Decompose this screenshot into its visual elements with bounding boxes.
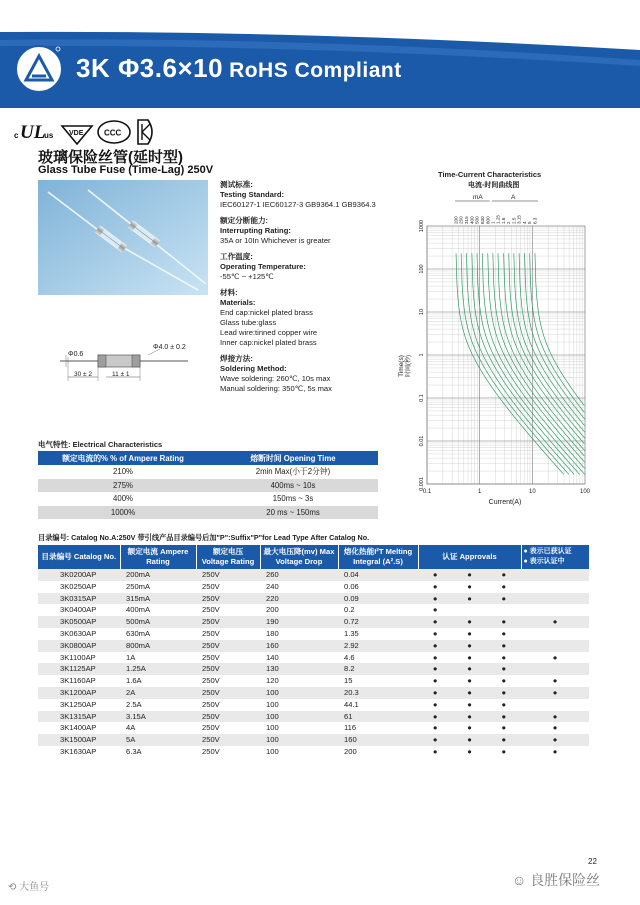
approval-kc-cell: ● [552,723,558,733]
title-main: 3K Φ3.6×10 [76,53,224,83]
melting-cell: 2.92 [338,640,418,652]
approval-vde-cell: ● [452,569,486,581]
electrical-label: 电气特性: Electrical Characteristics [38,440,163,449]
voltage-cell: 250V [202,699,220,709]
approval-kc-cell [521,604,589,616]
certification-logos [14,116,194,146]
header-legend [521,545,589,569]
melting-cell: 44.1 [344,699,359,709]
chart-xlabel: Current(A) [488,499,522,506]
electrical-header-rating: 额定电流的% % of Ampere Rating [38,451,208,465]
y-tick-label: 0.01 [419,435,425,447]
approval-vde-cell: ● [467,676,472,686]
approval-ccc-cell: ● [487,711,521,723]
voltage-cell: 250V [196,640,260,652]
melting-cell: 0.04 [338,569,418,581]
spec-interrupting-cn: 额定分断能力: [220,216,269,225]
ul-mark-icon [14,122,54,143]
melting-cell: 8.2 [338,663,418,675]
electrical-row [38,465,378,479]
chart-title: Time-Current Characteristics [438,170,542,179]
spec-temperature-en: Operating Temperature: [220,262,306,271]
approval-kc-cell: ● [521,687,589,699]
ampere-cell: 1A [126,652,136,662]
approval-ccc-cell: ● [487,640,521,652]
series-label: 3.15 [516,215,522,224]
dim-body-length: 11 ± 1 [112,371,130,378]
voltage-cell: 250V [196,663,260,675]
ampere-cell: 2A [120,687,196,699]
spec-material-en: Materials: [220,298,256,307]
electrical-rating-cell: 210% [113,467,133,477]
voltage-cell: 250V [202,723,220,733]
page-title [76,53,402,84]
approval-ul-cell: ● [418,663,452,675]
vde-mark-icon [62,126,92,144]
header-melting [338,545,418,569]
voltage-cell: 250V [202,581,220,591]
chart-grid [427,226,585,484]
series-label: 400 [469,216,475,224]
drop-cell: 100 [260,711,338,723]
watermark-left-text: 大鱼号 [19,882,50,893]
voltage-cell: 250V [196,616,260,628]
catalog-cell: 3K1100AP [60,652,96,662]
approval-vde-cell: ● [452,640,486,652]
voltage-cell: 250V [202,676,220,686]
y-tick-label: 10 [419,308,425,316]
page-number: 22 [588,857,597,866]
electrical-time-cell: 150ms ~ 3s [272,494,314,504]
melting-cell: 160 [338,734,418,746]
svg-text:VDE: VDE [69,130,84,137]
catalog-cell: 3K1630AP [60,746,97,756]
electrical-header-time: 熔断时间 Opening Time [208,451,378,465]
watermark-right [512,870,600,890]
approval-kc-cell: ● [521,734,589,746]
melting-cell: 15 [344,676,353,686]
melting-cell: 4.6 [344,652,355,662]
approval-ul-cell: ● [418,640,452,652]
approval-kc-cell: ● [552,652,558,662]
svg-text:CCC: CCC [104,128,122,138]
catalog-label: 目录编号: Catalog No.A:250V 带引线产品目录编号后加"P":Suffix"P"for Lead Type After Catalog No. [38,533,370,542]
ampere-cell: 1.25A [120,663,196,675]
drop-cell: 120 [266,676,279,686]
approval-ul-cell: ● [418,687,452,699]
ampere-cell: 1.6A [126,676,142,686]
product-photo [38,180,208,295]
spec-interrupting-value: 35A or 10In Whichever is greater [220,236,331,245]
drop-cell: 100 [260,687,338,699]
spec-interrupting-en: Interrupting Rating: [220,226,291,235]
approval-ccc-cell [487,604,521,616]
catalog-cell: 3K0250AP [60,581,97,591]
drop-cell: 190 [260,616,338,628]
table-row [38,640,589,652]
svg-text:UL: UL [20,122,46,143]
spec-material-cn: 材料: [220,288,238,297]
product-title-en: Glass Tube Fuse (Time-Lag) 250V [38,164,214,176]
header-catalog [38,545,120,569]
ampere-cell: 200mA [120,569,196,581]
ampere-cell: 800mA [120,640,196,652]
approval-ccc-cell: ● [487,734,521,746]
approval-vde-cell: ● [452,711,486,723]
spec-temperature-value: -55℃ ~ +125℃ [220,272,274,281]
header-ampere-text: 额定电流 Ampere Rating [127,547,189,566]
approval-kc-cell [521,593,589,605]
drop-cell: 100 [266,746,279,756]
approval-vde-cell: ● [452,687,486,699]
y-tick-label: 0.001 [419,477,425,491]
catalog-cell: 3K0400AP [60,605,97,615]
drop-cell: 100 [266,723,279,733]
y-tick-label: 1000 [419,219,425,233]
x-tick-label: 1 [477,489,482,495]
approval-ul-cell: ● [418,616,452,628]
catalog-cell: 3K0200AP [38,569,120,581]
approval-vde-cell: ● [452,616,486,628]
spec-solder-cn: 焊接方法: [220,354,253,363]
table-row [38,628,589,640]
catalog-cell: 3K1125AP [38,663,120,675]
header-drop [260,545,338,569]
ampere-cell: 400mA [126,605,151,615]
approval-kc-cell: ● [521,711,589,723]
series-label: 2 [506,221,512,224]
table-row [38,687,589,699]
series-label: 315 [463,216,469,224]
header-voltage [196,545,260,569]
catalog-cell: 3K0315AP [38,593,120,605]
chart-ylabel: Time(s) [398,355,405,377]
drop-cell: 140 [266,652,279,662]
series-label: 1.25 [495,215,501,224]
ampere-cell: 4A [126,723,136,733]
ampere-cell: 315mA [120,593,196,605]
wechat-icon: ☺ [512,872,527,888]
melting-cell: 61 [338,711,418,723]
spec-material-1: End cap:nickel plated brass [220,308,313,317]
approval-ul-cell: ● [432,605,438,615]
approval-ccc-cell: ● [501,746,507,756]
approval-ul-cell: ● [432,676,438,686]
ampere-cell: 630mA [126,628,151,638]
melting-cell: 116 [344,723,357,733]
spec-temperature-cn: 工作温度: [220,252,253,261]
spec-material-2: Glass tube:glass [220,318,277,327]
spec-testing-value: IEC60127-1 IEC60127-3 GB9364.1 GB9364.3 [220,200,376,209]
x-tick-label: 10 [528,489,536,495]
table-row [38,616,589,628]
table-row [38,722,589,734]
electrical-time-cell: 20 ms ~ 150ms [208,506,378,520]
catalog-cell: 3K1315AP [38,711,120,723]
svg-text:us: us [44,131,54,140]
dim-body-diameter: Φ4.0 ± 0.2 [153,344,186,351]
title-rohs: RoHS Compliant [229,59,402,82]
drop-cell: 130 [260,663,338,675]
approval-ccc-cell: ● [487,663,521,675]
series-label: 4 [522,221,528,224]
approval-ccc-cell: ● [487,593,521,605]
series-label: 5 [527,221,533,224]
chart-ylabel-cn: 时间(秒) [406,355,412,377]
voltage-cell: 250V [196,711,260,723]
product-title-cn: 玻璃保险丝管(延时型) [38,149,183,166]
voltage-cell: 250V [202,746,220,756]
drop-cell: 240 [266,581,279,591]
x-tick-label: 0.1 [422,489,432,495]
electrical-table [38,451,378,519]
approval-ccc-cell: ● [501,628,507,638]
approval-ul-cell: ● [418,734,452,746]
header-drop-text: 最大电压降(mv) Max Voltage Drop [263,547,335,566]
approval-ccc-cell: ● [501,652,507,662]
drop-cell: 180 [266,628,279,638]
electrical-rating-cell: 400% [113,494,133,504]
ampere-cell: 5A [120,734,196,746]
table-row [38,699,589,711]
approval-ul-cell: ● [432,628,438,638]
ampere-cell: 2.5A [126,699,142,709]
table-row [38,675,589,687]
melting-cell: 0.2 [344,605,355,615]
y-tick-label: 0.1 [419,394,425,402]
series-label: 1 [490,221,496,224]
approval-kc-cell: ● [521,616,589,628]
drop-cell: 100 [266,699,279,709]
catalog-cell: 3K1160AP [60,676,96,686]
drop-cell: 260 [260,569,338,581]
approval-kc-cell [521,640,589,652]
melting-cell: 0.06 [344,581,359,591]
drop-cell: 160 [260,640,338,652]
approval-ul-cell: ● [432,652,438,662]
ampere-cell: 500mA [120,616,196,628]
company-logo-icon [14,44,64,94]
electrical-rating-cell: 275% [38,479,208,493]
table-row [38,604,589,616]
catalog-table [38,545,589,758]
approval-ccc-cell: ● [487,616,521,628]
catalog-cell: 3K0630AP [60,628,97,638]
series-label: 800 [485,216,491,224]
approval-ccc-cell: ● [501,581,507,591]
ccc-mark-icon [98,121,130,143]
approval-vde-cell: ● [452,734,486,746]
electrical-time-cell: 2min Max(小于2分钟) [255,467,331,477]
specifications [220,180,420,394]
ampere-cell: 250mA [126,581,151,591]
approval-kc-cell [521,581,589,593]
header-catalog-text: 目录编号 Catalog No. [41,552,117,561]
approval-kc-cell: ● [552,746,558,756]
approval-kc-cell [521,699,589,711]
electrical-rating-cell: 1000% [38,506,208,520]
y-tick-label: 1 [419,353,425,357]
approval-ul-cell: ● [432,699,438,709]
approval-ul-cell: ● [432,723,438,733]
chart-unit-ma: mA [473,194,483,201]
table-row [38,569,589,581]
table-row [38,663,589,675]
catalog-cell: 3K1200AP [38,687,120,699]
catalog-cell: 3K0500AP [38,616,120,628]
dim-lead-length: 30 ± 2 [74,371,93,378]
table-row [38,746,589,758]
spec-testing-en: Testing Standard: [220,190,284,199]
table-row [38,652,589,664]
melting-cell: 0.72 [338,616,418,628]
approval-ul-cell: ● [418,711,452,723]
voltage-cell: 250V [196,569,260,581]
spec-solder-en: Soldering Method: [220,364,287,373]
dim-lead-diameter: Φ0.6 [68,351,84,358]
x-tick-label: 100 [579,489,591,495]
spec-material-3: Lead wire:tinned copper wire [220,328,318,337]
approval-ccc-cell: ● [501,699,507,709]
melting-cell: 200 [344,746,357,756]
ampere-cell: 3.15A [120,711,196,723]
approval-ccc-cell: ● [501,676,507,686]
watermark-left: ⟲ 大鱼号 [8,882,50,893]
legend-approved: ● 表示已获认证 [523,548,572,555]
voltage-cell: 250V [196,734,260,746]
kc-mark-icon [138,120,152,144]
approval-kc-cell [521,569,589,581]
approval-ccc-cell: ● [487,569,521,581]
series-label: 200 [453,216,459,224]
approval-ccc-cell: ● [501,723,507,733]
table-row [38,711,589,723]
chart-title-cn: 电流-时间曲线图 [468,182,520,189]
spec-material-4: Inner cap:nickel plated brass [220,338,317,347]
time-current-chart [395,188,595,508]
approval-ul-cell: ● [432,746,438,756]
approval-vde-cell: ● [467,746,472,756]
electrical-time-cell: 400ms ~ 10s [208,479,378,493]
header-ampere [120,545,196,569]
spec-testing-cn: 测试标准: [220,180,253,189]
chart-unit-a: A [511,194,516,201]
approval-vde-cell: ● [452,663,486,675]
table-row [38,593,589,605]
approval-vde-cell: ● [467,628,472,638]
melting-cell: 0.09 [338,593,418,605]
drop-cell: 200 [266,605,279,615]
voltage-cell: 250V [202,628,220,638]
table-row [38,581,589,593]
catalog-cell: 3K1500AP [38,734,120,746]
voltage-cell: 250V [202,605,220,615]
voltage-cell: 250V [202,652,220,662]
drop-cell: 220 [260,593,338,605]
approval-vde-cell: ● [452,593,486,605]
electrical-row [38,506,378,520]
header-voltage-text: 额定电压 Voltage Rating [201,547,255,566]
header-melting-text: 熔化热能I²T Melting Integral (A².S) [343,547,413,566]
approval-kc-cell [521,628,589,640]
series-label: 1.6 [501,217,507,224]
drop-cell: 100 [260,734,338,746]
y-tick-label: 100 [419,264,425,274]
approval-vde-cell [452,604,486,616]
approval-vde-cell: ● [467,723,472,733]
voltage-cell: 250V [196,687,260,699]
legend-pending: ● 表示认证中 [523,558,565,565]
series-label: 500 [474,216,480,224]
melting-cell: 1.35 [344,628,359,638]
series-label: 6.3 [532,217,538,224]
electrical-row [38,492,378,506]
approval-ul-cell: ● [418,593,452,605]
series-label: 250 [458,216,464,224]
series-label: 2.5 [511,217,517,224]
catalog-cell: 3K0800AP [38,640,120,652]
table-row [38,734,589,746]
approval-vde-cell: ● [467,699,472,709]
watermark-right-text: 良胜保险丝 [530,872,601,888]
dimension-drawing [38,335,213,390]
approval-kc-cell [521,663,589,675]
series-label: 630 [479,216,485,224]
header-approvals-text: 认证 Approvals [442,552,497,561]
approval-vde-cell: ● [467,581,472,591]
approval-ul-cell: ● [418,569,452,581]
header-approvals [418,545,521,569]
approval-ccc-cell: ● [487,687,521,699]
melting-cell: 20.3 [338,687,418,699]
approval-kc-cell: ● [552,676,558,686]
electrical-row [38,479,378,493]
ampere-cell: 6.3A [126,746,142,756]
catalog-cell: 3K1400AP [60,723,97,733]
approval-ul-cell: ● [432,581,438,591]
catalog-cell: 3K1250AP [60,699,97,709]
spec-solder-2: Manual soldering: 350℃, 5s max [220,384,332,393]
approval-vde-cell: ● [467,652,472,662]
voltage-cell: 250V [196,593,260,605]
svg-text:c: c [14,131,19,140]
spec-solder-1: Wave soldering: 260℃, 10s max [220,374,331,383]
